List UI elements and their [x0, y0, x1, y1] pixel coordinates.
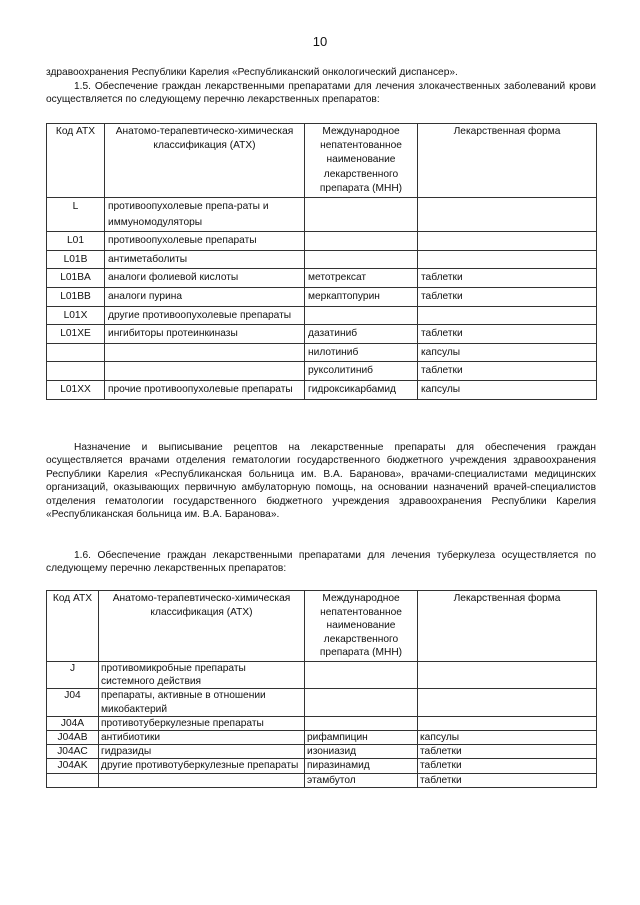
cell-dosage-form — [418, 306, 597, 325]
cell-atc-code: J04A — [47, 716, 99, 730]
cell-inn — [305, 306, 418, 325]
cell-dosage-form: капсулы — [418, 380, 597, 399]
cell-inn: дазатиниб — [305, 325, 418, 344]
cell-atc-classification: прочие противоопухолевые препараты — [105, 380, 305, 399]
cell-inn — [305, 661, 418, 688]
section-1-6-text: 1.6. Обеспечение граждан лекарственными препаратами для лечения туберкулеза осуществляется по следующему перечню лекарственных препаратов: — [46, 550, 596, 575]
cell-inn: рифампицин — [305, 730, 418, 744]
header-dosage-form: Лекарственная форма — [418, 124, 597, 198]
cell-atc-classification: противоопухолевые препараты — [105, 232, 305, 251]
cell-dosage-form — [418, 198, 597, 232]
header-atc-code: Код АТХ — [47, 124, 105, 198]
table-header-row — [47, 124, 597, 198]
cell-inn: гидроксикарбамид — [305, 380, 418, 399]
cell-dosage-form: таблетки — [418, 269, 597, 288]
cell-dosage-form — [418, 250, 597, 269]
table-row — [47, 198, 597, 232]
cell-dosage-form: таблетки — [418, 362, 597, 381]
cell-atc-code: L01B — [47, 250, 105, 269]
table-row — [47, 250, 597, 269]
cell-inn — [305, 716, 418, 730]
cell-inn: пиразинамид — [305, 759, 418, 773]
cell-dosage-form: таблетки — [418, 287, 597, 306]
table-row — [47, 287, 597, 306]
cell-atc-code — [47, 773, 99, 787]
cell-dosage-form: таблетки — [418, 325, 597, 344]
cell-atc-classification: препараты, активные в отношении микобактерий — [99, 689, 305, 716]
table-row — [47, 759, 597, 773]
cell-atc-code: L01BB — [47, 287, 105, 306]
cell-atc-code: L01XE — [47, 325, 105, 344]
cell-inn — [305, 689, 418, 716]
cell-atc-classification: ингибиторы протеинкиназы — [105, 325, 305, 344]
cell-atc-classification: антиметаболиты — [105, 250, 305, 269]
cell-atc-code — [47, 343, 105, 362]
cell-inn: изониазид — [305, 745, 418, 759]
cell-atc-classification — [105, 343, 305, 362]
table-row — [47, 716, 597, 730]
cell-atc-code: J04AK — [47, 759, 99, 773]
cell-atc-code: J — [47, 661, 99, 688]
cell-dosage-form — [418, 716, 597, 730]
table-row — [47, 380, 597, 399]
table-row — [47, 689, 597, 716]
table-row — [47, 362, 597, 381]
header-atc-code: Код АТХ — [47, 591, 99, 662]
intro-line: здравоохранения Республики Карелия «Республиканский онкологический диспансер». — [46, 67, 458, 78]
cell-dosage-form — [418, 689, 597, 716]
cell-inn: нилотиниб — [305, 343, 418, 362]
cell-inn — [305, 250, 418, 269]
cell-atc-code — [47, 362, 105, 381]
table-row — [47, 343, 597, 362]
cell-atc-code: J04AC — [47, 745, 99, 759]
section-1-5-text: 1.5. Обеспечение граждан лекарственными препаратами для лечения злокачественных заболеваний крови осуществляется по следующему перечню лекарственных препаратов: — [46, 81, 596, 106]
cell-atc-classification — [99, 773, 305, 787]
cell-atc-classification: противотуберкулезные препараты — [99, 716, 305, 730]
cell-inn — [305, 232, 418, 251]
cell-atc-code: L01 — [47, 232, 105, 251]
cell-atc-code: L01XX — [47, 380, 105, 399]
cell-atc-classification: другие противотуберкулезные препараты — [99, 759, 305, 773]
table-tuberculosis-drugs — [46, 590, 597, 788]
cell-inn: этамбутол — [305, 773, 418, 787]
cell-dosage-form: капсулы — [418, 730, 597, 744]
table-row — [47, 745, 597, 759]
cell-dosage-form: таблетки — [418, 759, 597, 773]
table-row — [47, 730, 597, 744]
cell-atc-code: L01BA — [47, 269, 105, 288]
header-atc-classification: Анатомо-терапевтическо-химическая классификация (АТХ) — [105, 124, 305, 198]
cell-atc-code: L — [47, 198, 105, 232]
cell-inn — [305, 198, 418, 232]
table-row — [47, 325, 597, 344]
table-row — [47, 773, 597, 787]
cell-dosage-form — [418, 232, 597, 251]
cell-atc-classification: антибиотики — [99, 730, 305, 744]
cell-atc-classification: аналоги фолиевой кислоты — [105, 269, 305, 288]
cell-inn: меркаптопурин — [305, 287, 418, 306]
cell-atc-code: J04AB — [47, 730, 99, 744]
cell-dosage-form: таблетки — [418, 773, 597, 787]
cell-dosage-form: таблетки — [418, 745, 597, 759]
cell-atc-classification — [105, 362, 305, 381]
page-number: 10 — [312, 34, 328, 49]
table-row — [47, 269, 597, 288]
cell-dosage-form — [418, 661, 597, 688]
cell-atc-code: L01X — [47, 306, 105, 325]
header-atc-classification: Анатомо-терапевтическо-химическая классификация (АТХ) — [99, 591, 305, 662]
header-inn: Международное непатентованное наименование лекарственного препарата (МНН) — [305, 591, 418, 662]
table-row — [47, 306, 597, 325]
prescription-paragraph: Назначение и выписывание рецептов на лекарственные препараты для обеспечения граждан осуществляется врачами отделения гематологии государственного бюджетного учреждения здравоохранения Республики Карелия «Республиканская больница им. В.А. Баранова», врачами-специалистами медицинских организаций, оказывающих первичную амбулаторную помощь, на основании назначений врачей-специалистов отделения гематологии государственного бюджетного учреждения здравоохранения Республики Карелия «Республиканская больница им. В.А. Баранова». — [46, 442, 596, 521]
cell-atc-classification: другие противоопухолевые препараты — [105, 306, 305, 325]
cell-atc-classification: аналоги пурина — [105, 287, 305, 306]
header-inn: Международное непатентованное наименование лекарственного препарата (МНН) — [305, 124, 418, 198]
cell-atc-classification: противоопухолевые препа-раты и иммуномодуляторы — [105, 198, 305, 232]
table-row — [47, 232, 597, 251]
cell-atc-code: J04 — [47, 689, 99, 716]
cell-inn: руксолитиниб — [305, 362, 418, 381]
cell-atc-classification: гидразиды — [99, 745, 305, 759]
table-blood-cancer-drugs — [46, 123, 597, 400]
header-dosage-form: Лекарственная форма — [418, 591, 597, 662]
cell-atc-classification: противомикробные препараты системного действия — [99, 661, 305, 688]
table-row — [47, 661, 597, 688]
cell-inn: метотрексат — [305, 269, 418, 288]
table-header-row — [47, 591, 597, 662]
cell-dosage-form: капсулы — [418, 343, 597, 362]
